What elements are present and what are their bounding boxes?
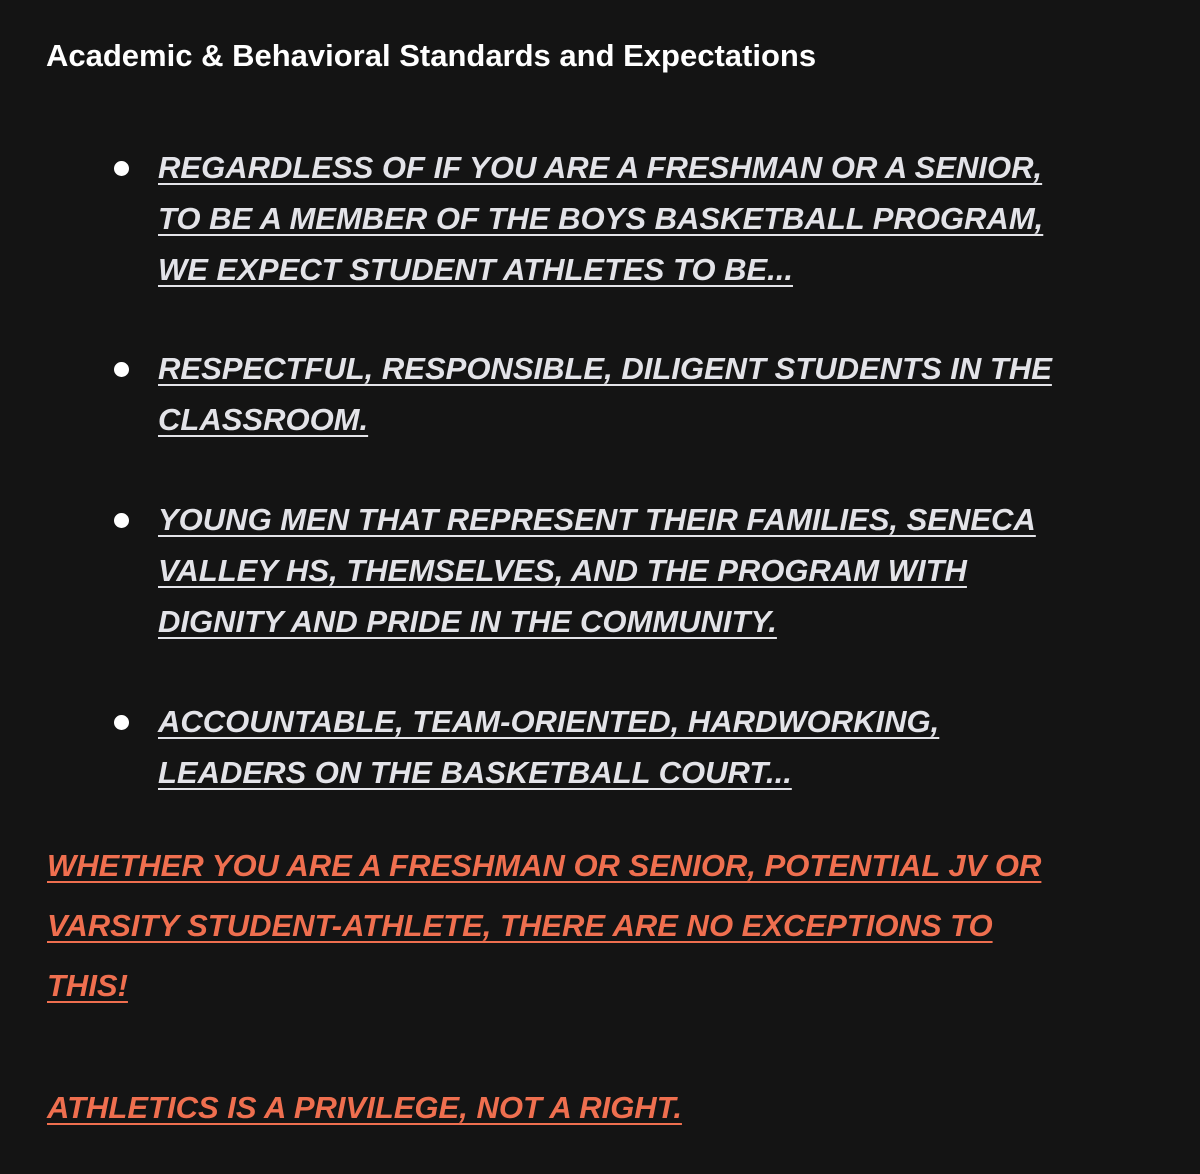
list-item-text: RESPECTFUL, RESPONSIBLE, DILIGENT STUDENTS IN THE CLASSROOM. <box>158 351 1052 437</box>
privilege-notice: ATHLETICS IS A PRIVILEGE, NOT A RIGHT. <box>47 1090 682 1125</box>
list-item-text: ACCOUNTABLE, TEAM-ORIENTED, HARDWORKING, LEADERS ON THE BASKETBALL COURT... <box>158 704 940 790</box>
section-heading: Academic & Behavioral Standards and Expectations <box>46 38 817 73</box>
no-exceptions-notice: WHETHER YOU ARE A FRESHMAN OR SENIOR, POTENTIAL JV OR VARSITY STUDENT-ATHLETE, THERE ARE NO EXCEPTIONS TO THIS! <box>47 848 1042 1003</box>
list-item-text: REGARDLESS OF IF YOU ARE A FRESHMAN OR A SENIOR, TO BE A MEMBER OF THE BOYS BASKETBALL PROGRAM, WE EXPECT STUDENT ATHLETES TO BE... <box>158 150 1044 287</box>
bullet-icon <box>114 161 129 176</box>
bullet-icon <box>114 513 129 528</box>
bullet-icon <box>114 362 129 377</box>
list-item-text: YOUNG MEN THAT REPRESENT THEIR FAMILIES, SENECA VALLEY HS, THEMSELVES, AND THE PROGRAM WITH DIGNITY AND PRIDE IN THE COMMUNITY. <box>158 502 1036 639</box>
bullet-icon <box>114 715 129 730</box>
